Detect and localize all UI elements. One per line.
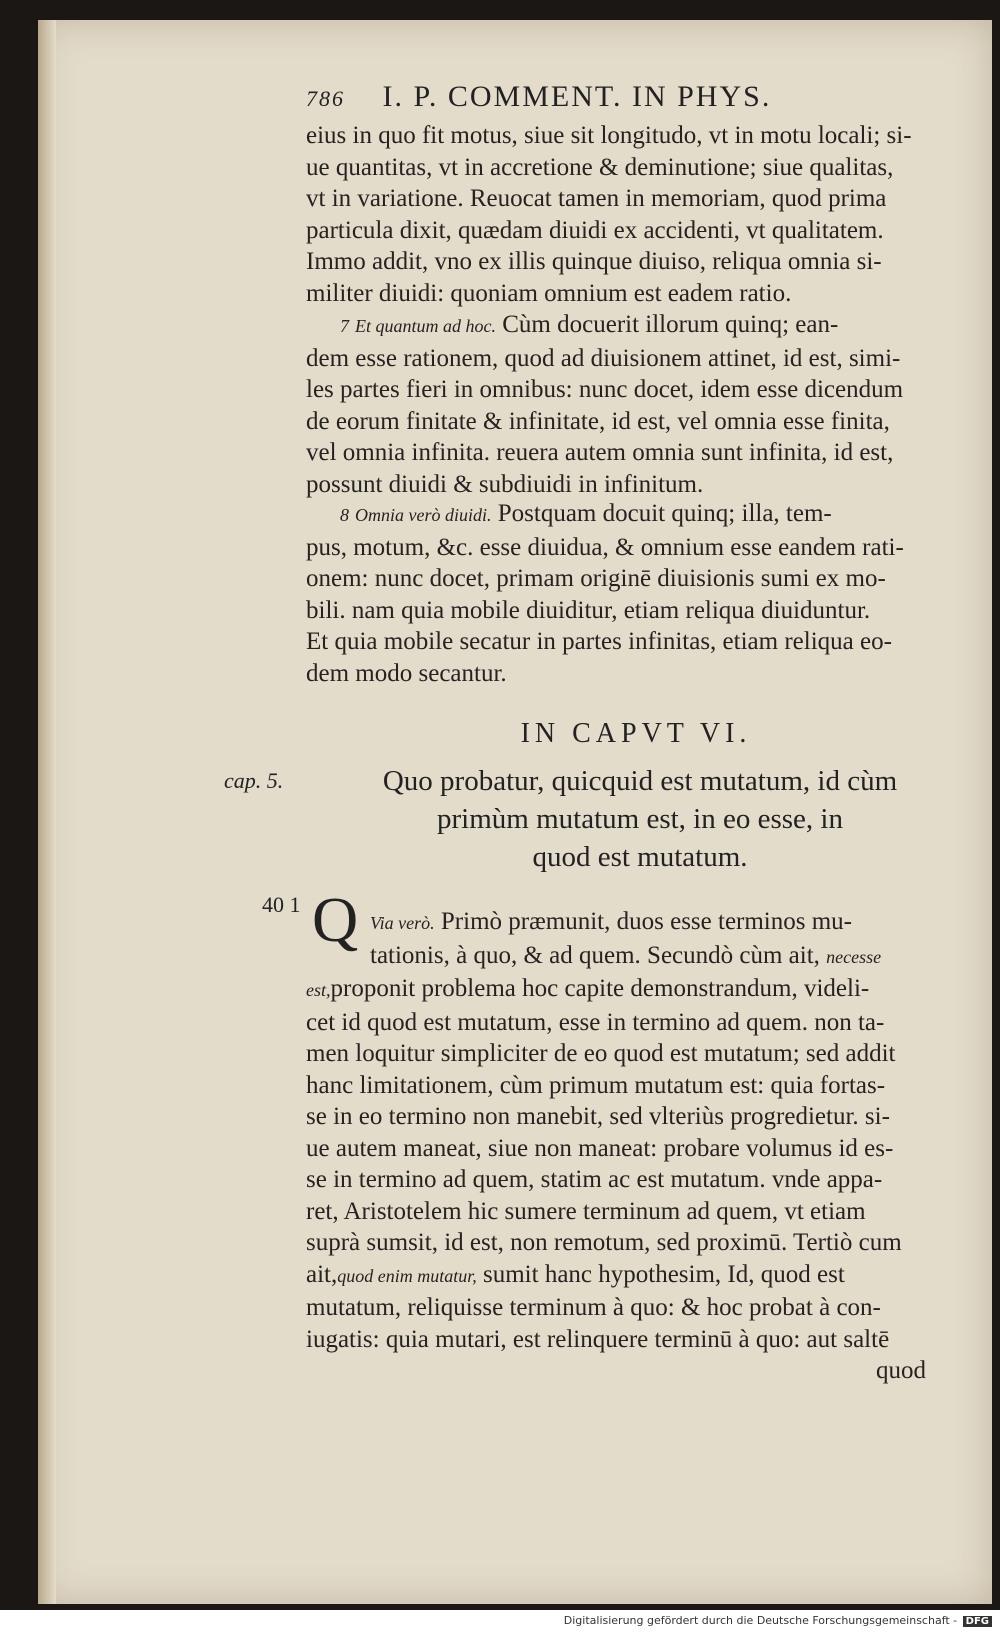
text-fragment: Primò præmunit, duos esse terminos mu- (440, 908, 853, 935)
text-line: possunt diuidi & subdiuidi in infinitum. (306, 470, 704, 498)
text-line: vel omnia infinita. reuera autem omnia sunt infinita, id est, (306, 439, 894, 466)
margin-line-number: 40 1 (262, 892, 301, 917)
text-fragment: ait, (306, 1260, 338, 1288)
text-line: cet id quod est mutatum, esse in termino ad quem. non ta- (306, 1008, 885, 1036)
lemma: Omnia verò diuidi. (355, 505, 492, 525)
chapter-heading: IN CAPVT VI. (520, 718, 752, 749)
text-fragment: tationis, à quo, & ad quem. Secundò cùm ait, (370, 941, 820, 969)
text-line: Immo addit, vno ex illis quinque diuiso, reliqua omnia si- (306, 248, 882, 275)
lemma: Et quantum ad hoc. (355, 316, 496, 336)
running-title: I. P. COMMENT. IN PHYS. (382, 80, 772, 113)
lemma: quod enim mutatur, (337, 1265, 477, 1286)
text-line: militer diuidi: quoniam omnium est eadem ratio. (306, 279, 792, 307)
paragraph-7 (306, 309, 966, 500)
text-line: Et quia mobile secatur in partes infinitas, etiam reliqua eo- (306, 628, 892, 655)
text-line (306, 498, 966, 532)
text-line: se in termino ad quem, statim ac est mutatum. vnde appa- (306, 1166, 883, 1193)
text-line: men loquitur simpliciter de eo quod est mutatum; sed addit (306, 1040, 896, 1067)
text-line: suprà sumsit, id est, non remotum, sed proximū. Tertiò cum (306, 1229, 902, 1256)
text-line: vt in variatione. Reuocat tamen in memoriam, quod prima (306, 185, 887, 212)
text-line: ue autem maneat, siue non maneat: probare volumus id es- (306, 1134, 894, 1162)
text-line: iugatis: quia mutari, est relinquere terminū à quo: aut saltē (306, 1325, 890, 1353)
text-line: les partes fieri in omnibus: nunc docet, idem esse dicendum (306, 376, 904, 403)
credit-text: Digitalisierung gefördert durch die Deutsche Forschungsgemeinschaft - (563, 1614, 958, 1627)
text-line (306, 973, 966, 1007)
lemma: Via verò. (370, 913, 435, 933)
chapter-summary (330, 762, 950, 876)
page-number: 786 (306, 86, 345, 111)
text-line: mutatum, reliquisse terminum à quo: & hoc probat à con- (306, 1294, 881, 1321)
text-fragment: sumit hanc hypothesim, Id, quod est (483, 1260, 845, 1288)
text-line: dem esse rationem, quod ad diuisionem attinet, id est, simi- (306, 344, 901, 372)
text-line: pus, motum, &c. esse diuidua, & omnium esse eandem rati- (306, 533, 904, 561)
text-line: bili. nam quia mobile diuiditur, etiam reliqua diuiduntur. (306, 596, 871, 624)
text-line: ue quantitas, vt in accretione & deminutione; siue qualitas, (306, 153, 894, 181)
text-line: onem: nunc docet, primam originē diuisionis sumi ex mo- (306, 565, 886, 592)
text-fragment: Cùm docuerit illorum quinq; ean- (502, 311, 839, 338)
text-line: dem modo secantur. (306, 659, 507, 687)
paragraph-main (306, 906, 966, 1387)
lemma: est, (306, 980, 331, 1000)
text-line (306, 309, 966, 343)
paragraph-8 (306, 498, 966, 689)
catchword: quod (876, 1357, 926, 1384)
text-line: eius in quo fit motus, siue sit longitudo, vt in motu locali; si- (306, 122, 912, 149)
text-line: ret, Aristotelem hic sumere terminum ad quem, vt etiam (306, 1197, 866, 1225)
running-head (306, 80, 906, 114)
summary-line: quod est mutatum. (532, 841, 748, 873)
text-line (306, 940, 966, 974)
paragraph-number: 8 (340, 505, 349, 525)
margin-note: cap. 5. (224, 768, 284, 793)
text-fragment: proponit problema hoc capite demonstrandum, videli- (330, 975, 870, 1002)
text-line: hanc limitationem, cùm primum mutatum est: quia fortas- (306, 1071, 886, 1099)
summary-line: primùm mutatum est, in eo esse, in (437, 803, 843, 835)
paragraph-number: 7 (340, 316, 349, 336)
text-line: se in eo termino non manebit, sed vlteriùs progredietur. si- (306, 1103, 890, 1130)
text-fragment: Postquam docuit quinq; illa, tem- (497, 500, 832, 527)
digitization-credit (564, 1614, 992, 1627)
paragraph-continuation (306, 120, 966, 309)
text-line: particula dixit, quædam diuidi ex accidenti, vt qualitatem. (306, 216, 884, 244)
text-line: de eorum finitate & infinitate, id est, vel omnia esse finita, (306, 407, 890, 435)
page-gutter-shadow (38, 20, 56, 1604)
text-line (306, 906, 966, 940)
dfg-logo: DFG (963, 1616, 992, 1627)
lemma: necesse (826, 946, 882, 967)
drop-capital: Q (312, 884, 359, 955)
text-line (306, 1259, 966, 1293)
summary-line: Quo probatur, quicquid est mutatum, id cùm (382, 765, 898, 797)
